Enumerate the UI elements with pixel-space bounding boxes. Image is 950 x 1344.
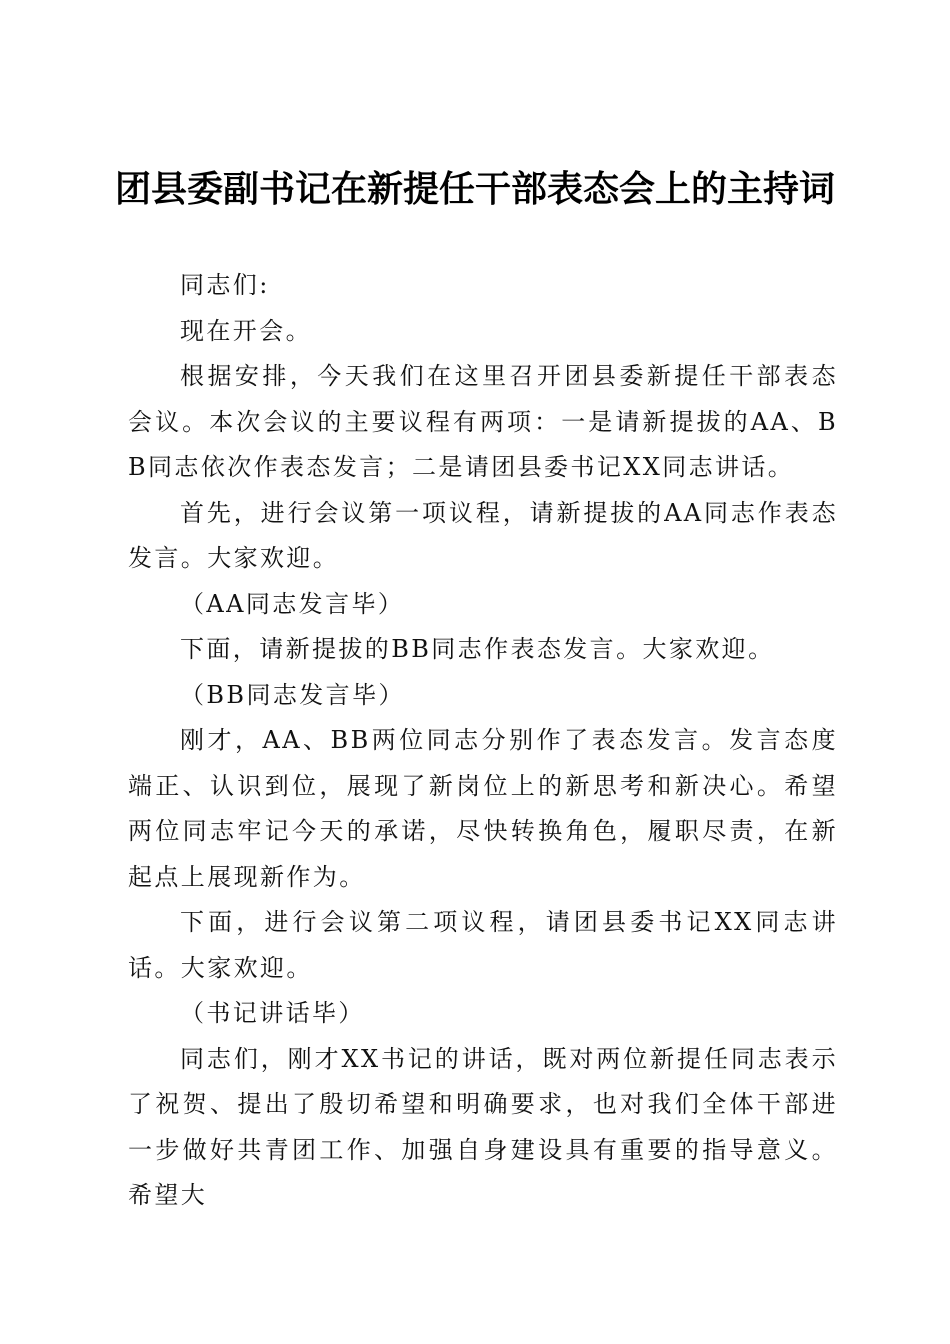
paragraph-note-bb: （BB同志发言毕） (180, 680, 405, 709)
paragraph-agenda: 根据安排，今天我们在这里召开团县委新提任干部表态会议。本次会议的主要议程有两项：一是请新提拔的AA、BB同志依次作表态发言；二是请团县委书记XX同志讲话。 (128, 362, 838, 481)
document-body (128, 263, 838, 1219)
paragraph-first-item: 首先，进行会议第一项议程，请新提拔的AA同志作表态发言。大家欢迎。 (128, 498, 838, 572)
document-title: 团县委副书记在新提任干部表态会上的主持词 (114, 169, 835, 210)
paragraph-summary: 刚才，AA、BB两位同志分别作了表态发言。发言态度端正、认识到位，展现了新岗位上的新思考和新决心。希望两位同志牢记今天的承诺，尽快转换角色，履职尽责，在新起点上展现新作为。 (128, 726, 838, 891)
paragraph-second-item: 下面，进行会议第二项议程，请团县委书记XX同志讲话。大家欢迎。 (128, 908, 838, 982)
paragraph-greeting: 同志们: (180, 271, 270, 299)
paragraph-bb-speech: 下面，请新提拔的BB同志作表态发言。大家欢迎。 (180, 635, 775, 663)
paragraph-note-secretary: （书记讲话毕） (180, 999, 365, 1027)
paragraph-closing: 同志们，刚才XX书记的讲话，既对两位新提任同志表示了祝贺、提出了殷切希望和明确要求，也对我们全体干部进一步做好共青团工作、加强自身建设具有重要的指导意义。希望大 (128, 1044, 838, 1209)
paragraph-note-aa: （AA同志发言毕） (180, 589, 405, 618)
paragraph-opening: 现在开会。 (180, 316, 312, 345)
